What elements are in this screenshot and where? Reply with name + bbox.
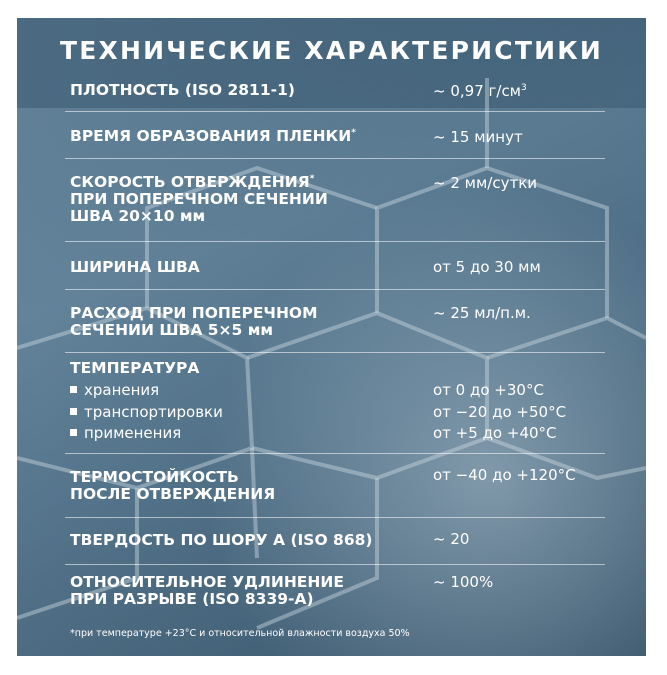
list-item: применения xyxy=(70,423,223,445)
temperature-value: от 0 до +30°С xyxy=(433,381,544,399)
spec-value-joint-width: от 5 до 30 мм xyxy=(433,258,541,276)
spec-label-hardness: ТВЕРДОСТЬ ПО ШОРУ А (ISO 868) xyxy=(70,531,373,549)
spec-value-elongation: ~ 100% xyxy=(433,573,494,591)
spec-label-elongation: ОТНОСИТЕЛЬНОЕ УДЛИНЕНИЕ ПРИ РАЗРЫВЕ (ISO 8339-А) xyxy=(70,573,344,608)
spec-label-temperature: ТЕМПЕРАТУРА xyxy=(70,359,200,377)
bullet-icon xyxy=(70,408,77,415)
spec-value-hardness: ~ 20 xyxy=(433,530,470,548)
temperature-value: от +5 до +40°С xyxy=(433,424,557,442)
page-title: ТЕХНИЧЕСКИЕ ХАРАКТЕРИСТИКИ xyxy=(59,36,603,65)
list-item: транспортировки xyxy=(70,402,223,424)
spec-value-density: ~ 0,97 $г/см^3$ xyxy=(433,82,527,100)
divider xyxy=(65,352,605,353)
divider xyxy=(65,517,605,518)
spec-label-film-time: ВРЕМЯ ОБРАЗОВАНИЯ ПЛЕНКИ* xyxy=(70,127,356,145)
specs-panel xyxy=(17,18,646,656)
spec-label-consumption: РАСХОД ПРИ ПОПЕРЕЧНОМ СЕЧЕНИИ ШВА 5×5 мм xyxy=(70,304,318,339)
divider xyxy=(65,564,605,565)
spec-label-density: ПЛОТНОСТЬ (ISO 2811-1) xyxy=(70,81,295,99)
temperature-values xyxy=(433,380,566,445)
temperature-list xyxy=(70,380,223,445)
spec-label-joint-width: ШИРИНА ШВА xyxy=(70,258,200,276)
divider xyxy=(65,453,605,454)
spec-label-heat-resistance: ТЕРМОСТОЙКОСТЬ ПОСЛЕ ОТВЕРЖДЕНИЯ xyxy=(70,468,276,503)
list-item: хранения xyxy=(70,380,223,402)
footnote: *при температуре +23°С и относительной влажности воздуха 50% xyxy=(70,628,410,639)
spec-value-film-time: ~ 15 минут xyxy=(433,128,523,146)
spec-value-cure-speed: ~ 2 мм/сутки xyxy=(433,174,538,192)
divider xyxy=(65,158,605,159)
spec-value-consumption: ~ 25 мл/п.м. xyxy=(433,304,531,322)
bullet-icon xyxy=(70,386,77,393)
spec-value-heat-resistance: от −40 до +120°С xyxy=(433,466,576,484)
spec-label-cure-speed: СКОРОСТЬ ОТВЕРЖДЕНИЯ* ПРИ ПОПЕРЕЧНОМ СЕЧЕНИИ ШВА 20×10 мм xyxy=(70,173,328,225)
bullet-icon xyxy=(70,429,77,436)
divider xyxy=(65,111,605,112)
temperature-value: от −20 до +50°С xyxy=(433,402,567,421)
divider xyxy=(65,241,605,242)
divider xyxy=(65,289,605,290)
